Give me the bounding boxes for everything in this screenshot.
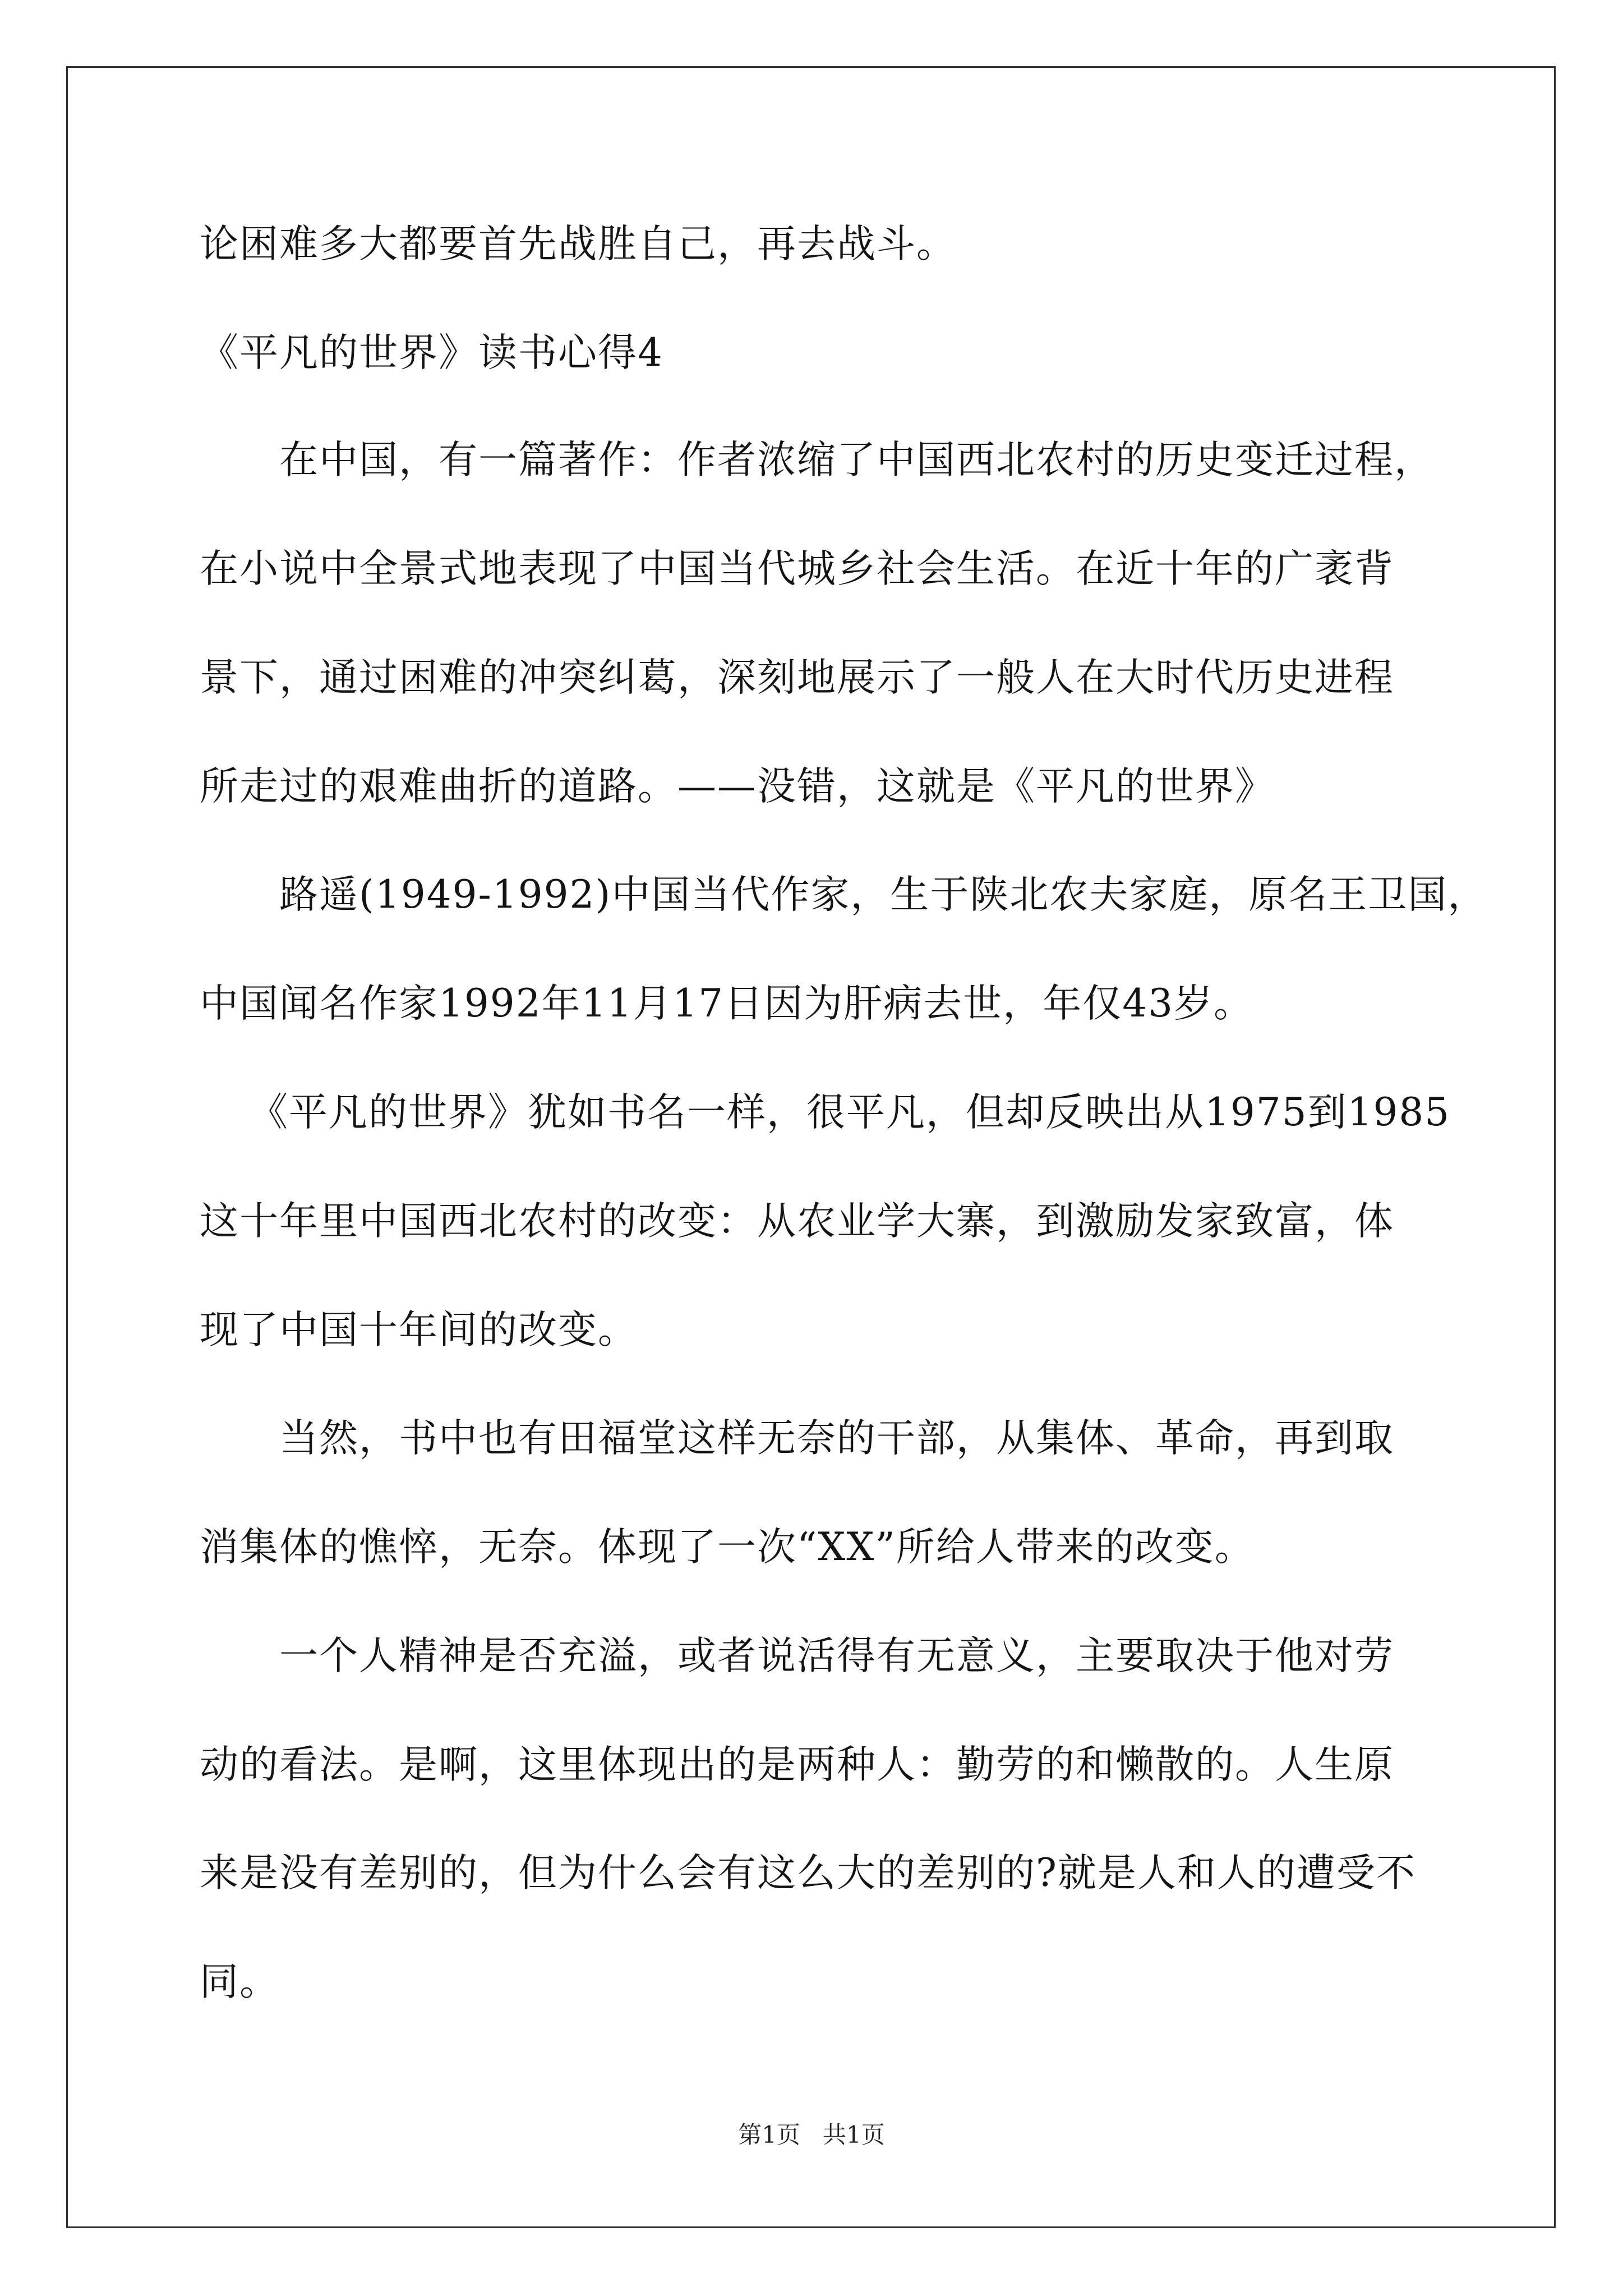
text-line-3: 在中国，有一篇著作：作者浓缩了中国西北农村的历史变迁过程， [279, 438, 1434, 482]
text-line-8: 中国闻名作家1992年11月17日因为肝病去世，年仅43岁。 [200, 981, 1253, 1026]
page-border [66, 66, 1556, 2228]
text-line-11: 现了中国十年间的改变。 [200, 1308, 638, 1352]
section-heading: 《平凡的世界》读书心得4 [200, 330, 663, 375]
text-line-9: 《平凡的世界》犹如书名一样，很平凡，但却反映出从1975到1985 [249, 1090, 1451, 1135]
text-line-16: 来是没有差别的，但为什么会有这么大的差别的?就是人和人的遭受不 [200, 1851, 1416, 1895]
text-line-17: 同。 [200, 1959, 279, 2004]
text-line-14: 一个人精神是否充溢，或者说活得有无意义，主要取决于他对劳 [279, 1634, 1394, 1678]
text-line-1: 论困难多大都要首先战胜自己，再去战斗。 [200, 222, 956, 266]
text-line-4: 在小说中全景式地表现了中国当代城乡社会生活。在近十年的广袤背 [200, 546, 1394, 591]
page-footer: 第1页 共1页 [738, 2121, 885, 2148]
text-line-15: 动的看法。是啊，这里体现出的是两种人：勤劳的和懒散的。人生原 [200, 1742, 1394, 1787]
text-line-5: 景下，通过困难的冲突纠葛，深刻地展示了一般人在大时代历史进程 [200, 655, 1394, 700]
text-line-10: 这十年里中国西北农村的改变：从农业学大寨，到激励发家致富，体 [200, 1199, 1394, 1244]
text-line-12: 当然，书中也有田福堂这样无奈的干部，从集体、革命，再到取 [279, 1416, 1394, 1461]
text-line-13: 消集体的憔悴，无奈。体现了一次“XX”所给人带来的改变。 [200, 1525, 1255, 1570]
text-line-7: 路遥(1949-1992)中国当代作家，生于陕北农夫家庭，原名王卫国， [279, 872, 1488, 917]
text-line-6: 所走过的艰难曲折的道路。——没错，这就是《平凡的世界》 [200, 764, 1275, 809]
